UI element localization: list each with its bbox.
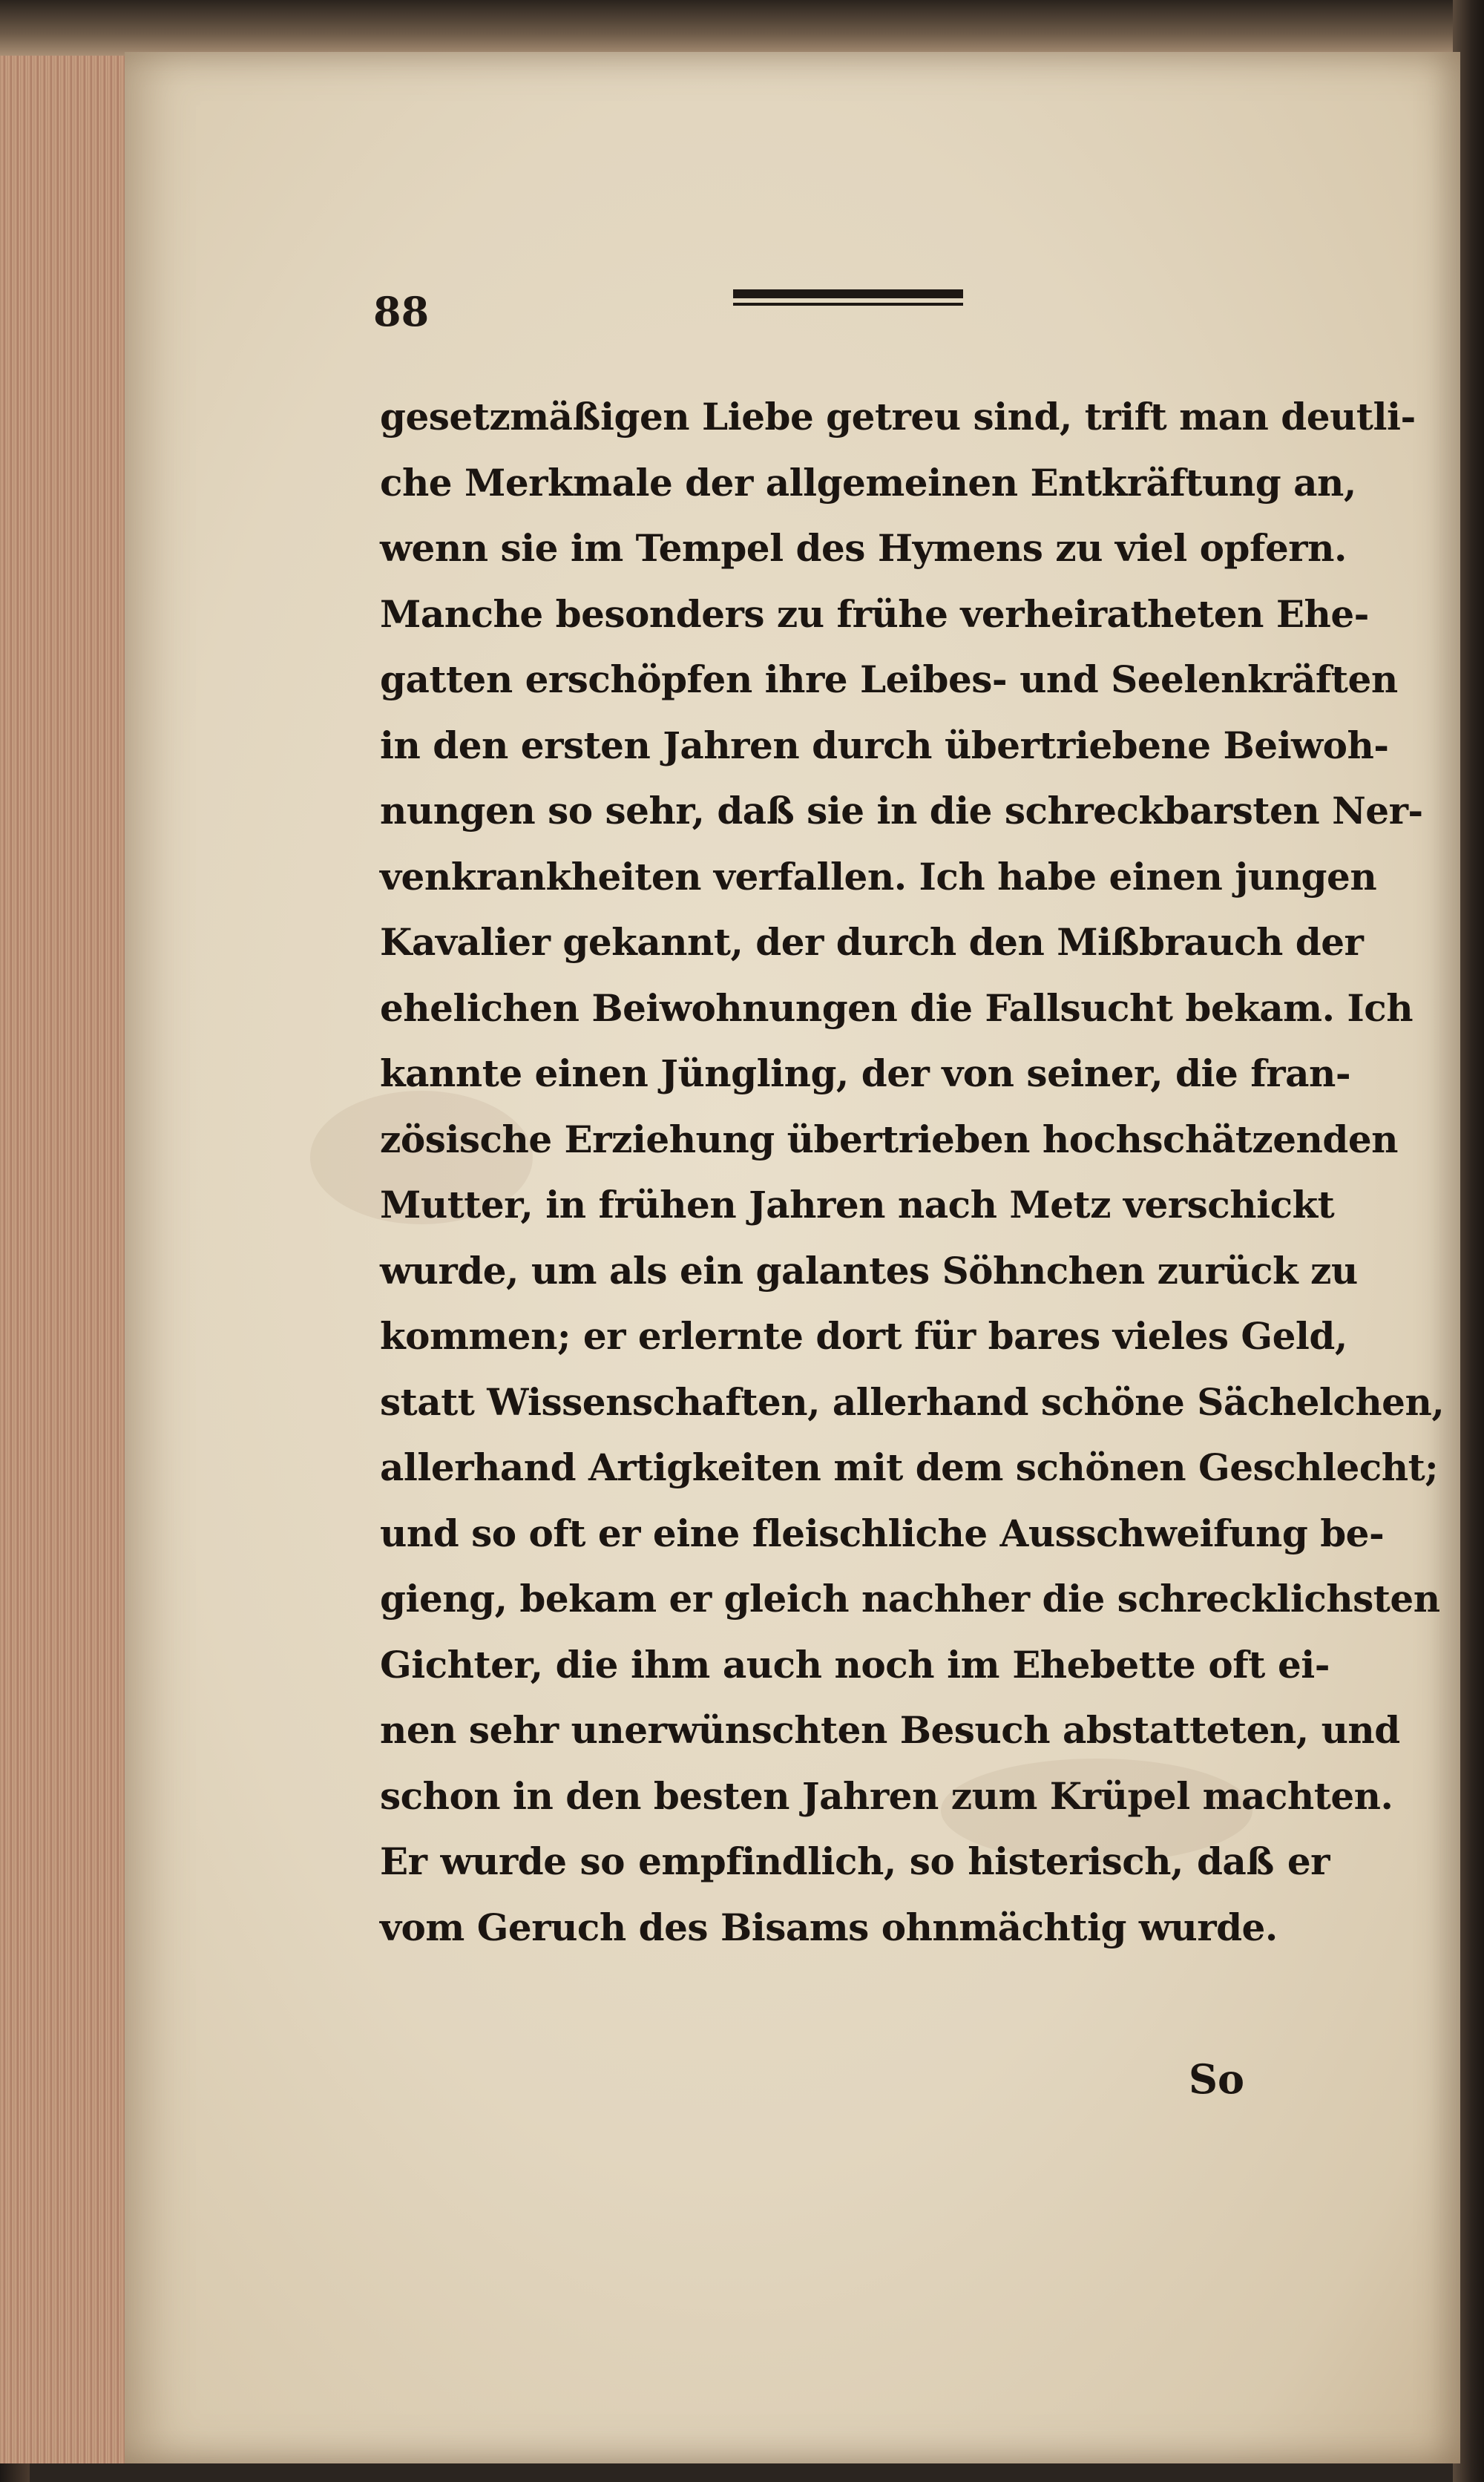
text-line: in den ersten Jahren durch übertriebene Beiwoh- — [380, 723, 1389, 767]
catchword: So — [1189, 2055, 1245, 2103]
header-rule-thick — [733, 289, 963, 298]
header-rule — [733, 289, 963, 312]
text-line: gatten erschöpfen ihre Leibes- und Seelenkräften — [380, 657, 1398, 701]
text-line: schon in den besten Jahren zum Krüpel machten. — [380, 1773, 1393, 1818]
text-line: statt Wissenschaften, allerhand schöne Sächelchen, — [380, 1379, 1445, 1424]
text-line: gieng, bekam er gleich nachher die schrecklichsten — [380, 1577, 1440, 1621]
text-line: wurde, um als ein galantes Söhnchen zurück zu — [380, 1248, 1358, 1293]
text-line: venkrankheiten verfallen. Ich habe einen jungen — [380, 854, 1377, 899]
text-line: Manche besonders zu frühe verheiratheten Ehe- — [380, 591, 1369, 636]
text-line: wenn sie im Tempel des Hymens zu viel opfern. — [380, 526, 1347, 570]
text-line: zösische Erziehung übertrieben hochschätzenden — [380, 1117, 1398, 1161]
text-line: che Merkmale der allgemeinen Entkräftung an, — [380, 460, 1356, 505]
text-line: Kavalier gekannt, der durch den Mißbrauch der — [380, 920, 1364, 964]
text-line: nen sehr unerwünschten Besuch abstatteten, und — [380, 1708, 1400, 1752]
text-line: vom Geruch des Bisams ohnmächtig wurde. — [380, 1905, 1278, 1949]
header-rule-thin — [733, 303, 963, 306]
page-edges — [0, 37, 128, 2463]
text-line: nungen so sehr, daß sie in die schreckbarsten Ner- — [380, 789, 1423, 833]
text-line: und so oft er eine fleischliche Ausschweifung be- — [380, 1511, 1385, 1555]
text-line: Mutter, in frühen Jahren nach Metz verschickt — [380, 1183, 1335, 1227]
text-line: Er wurde so empfindlich, so histerisch, daß er — [380, 1839, 1330, 1883]
top-binding-edge — [0, 0, 1484, 56]
text-line: gesetzmäßigen Liebe getreu sind, trift man deutli- — [380, 395, 1416, 439]
text-line: ehelichen Beiwohnungen die Fallsucht bekam. Ich — [380, 985, 1414, 1030]
text-line: Gichter, die ihm auch noch im Ehebette oft ei- — [380, 1642, 1330, 1687]
text-line: kommen; er erlernte dort für bares vieles Geld, — [380, 1314, 1347, 1358]
page-number: 88 — [373, 288, 430, 335]
body-text — [380, 384, 1445, 1960]
text-line: kannte einen Jüngling, der von seiner, die fran- — [380, 1051, 1351, 1095]
text-line: allerhand Artigkeiten mit dem schönen Geschlecht; — [380, 1445, 1439, 1489]
